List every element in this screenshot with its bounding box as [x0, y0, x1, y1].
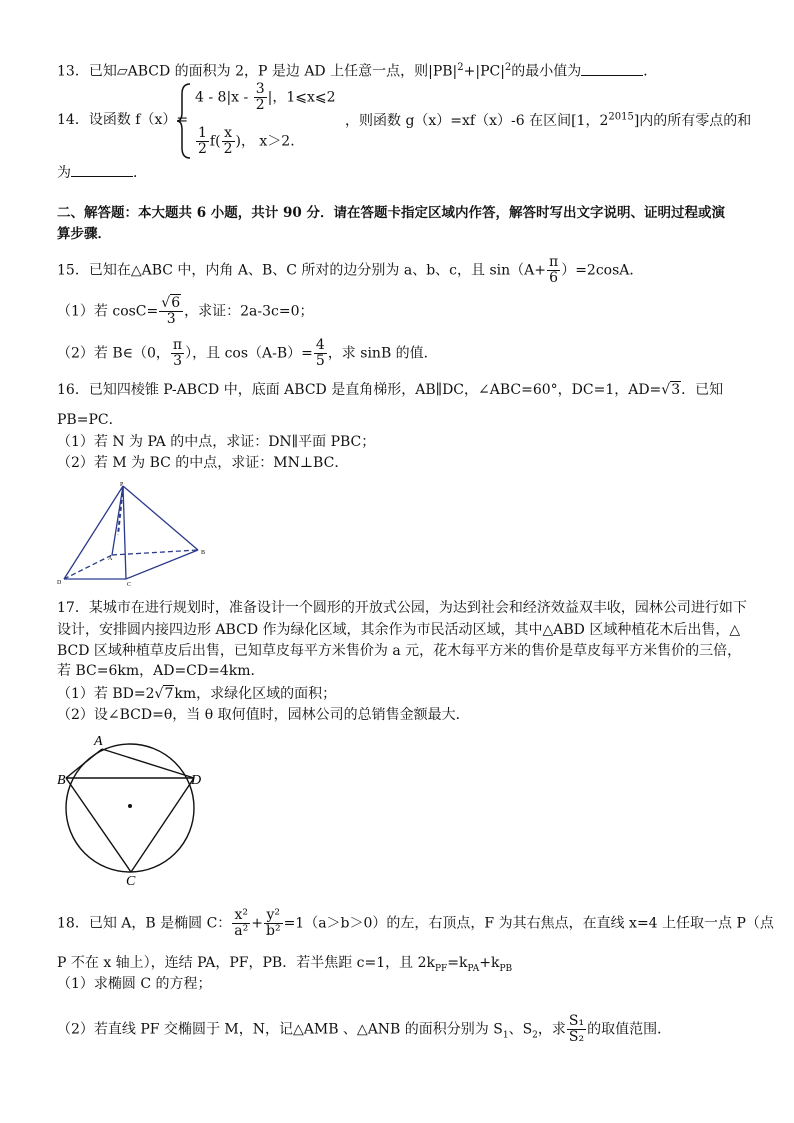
q15-p1-frac — [159, 296, 183, 327]
q18-text-a: 已知 A，B 是椭圆 C： — [88, 915, 232, 932]
q16-label-B: B — [201, 550, 206, 556]
q18-p2-comma: 、S — [508, 1021, 533, 1038]
q18-k2: PA — [467, 963, 480, 974]
q14-piece-2 — [195, 126, 295, 157]
q17-line1 — [57, 598, 747, 618]
q14-line2-a: 为 — [57, 165, 71, 181]
q13-text-a: 已知▱ABCD 的面积为 2，P 是边 AD 上任意一点，则|PB| — [88, 63, 458, 80]
q15-p2-num: π — [172, 337, 183, 353]
q14-piece1-b: |，1⩽x⩽2 — [267, 89, 336, 106]
q16-edge-CB — [126, 550, 198, 579]
q18-f-num: S₁ — [568, 1013, 585, 1029]
q15-p1-num: √6 — [159, 296, 183, 312]
q18-line1 — [57, 908, 774, 939]
q18-s-frac — [567, 1014, 586, 1045]
q15-number: 15． — [57, 262, 89, 279]
q13-sup1: 2 — [457, 62, 464, 73]
q14-line2-end: ． — [133, 165, 147, 181]
q16-line: 16．已知四棱锥 P-ABCD 中，底面 ABCD 是直角梯形，AB∥DC，∠ABC=60°，DC=1，AD=√3．已知 — [57, 382, 724, 398]
q18-text-b: =1（a＞b＞0）的左，右顶点，F 为其右焦点，在直线 x=4 上任取一点 P（点 — [283, 915, 774, 932]
q14-piece2-a: f( — [209, 133, 221, 150]
q18-part2 — [57, 1014, 671, 1045]
q13-number: 13． — [57, 63, 89, 80]
q16-number: 16． — [57, 382, 89, 398]
q17-edge-AB — [66, 749, 102, 778]
q14-piece2-b: )， x＞2. — [235, 133, 295, 150]
q15-pi-num: π — [549, 254, 559, 270]
q15-pi-frac — [547, 255, 560, 286]
q15-pi-den: 6 — [549, 270, 559, 286]
q16-text-a: 已知四棱锥 P-ABCD 中，底面 ABCD 是直角梯形，AB∥DC，∠ABC=60°，DC=1，AD= — [88, 382, 662, 398]
q16-label-C: C — [127, 582, 132, 588]
q17-part1: （1）若 BD=2√7km，求绿化区域的面积； — [57, 686, 337, 702]
q18-f-den: S₂ — [568, 1029, 585, 1045]
q13-sup2: 2 — [504, 62, 512, 73]
q18-p2-c: 的取值范围． — [587, 1021, 672, 1038]
q14-piece2-den2: 2 — [223, 141, 233, 157]
q13-text-c: 的最小值为 — [511, 63, 582, 80]
q14-piece2-num2: x — [222, 126, 235, 142]
q18-line2-text: P 不在 x 轴上），连结 PA，PF，PB．若半焦距 c=1，且 2k — [57, 955, 435, 971]
q14-piece1-den: 2 — [255, 97, 265, 113]
q15-p2-den2: 5 — [315, 353, 325, 369]
q14-tail-b: ]内的所有零点的和 — [633, 113, 752, 129]
q18-s2: 2 — [532, 1030, 538, 1041]
q17-p1-b: km，求绿化区域的面积； — [174, 686, 337, 702]
q15-p2-den: 3 — [173, 353, 182, 369]
q15-p1-a: （1）若 cosC= — [57, 303, 159, 320]
q14-piece-1 — [195, 82, 336, 113]
section2-heading: 二、解答题：本大题共 6 小题，共计 90 分．请在答题卡指定区域内作答，解答时写出文字说明、证明过程或演 — [57, 205, 725, 221]
q18-part1: （1）求椭圆 C 的方程； — [57, 976, 212, 992]
q18-s1: 1 — [502, 1030, 509, 1041]
q18-plus: + — [251, 915, 263, 932]
q16-label-D: D — [57, 580, 62, 586]
q18-eq: =k — [447, 955, 468, 971]
q13-text-b: +|PC| — [463, 63, 505, 80]
q18-y-frac — [264, 908, 283, 939]
q16-pyramid-figure — [56, 480, 211, 588]
q18-x-den: a² — [234, 923, 249, 939]
q14-piecewise-brace — [176, 82, 194, 160]
q18-p2-b: ，求 — [537, 1021, 566, 1038]
q14-piece1-a: 4 - 8|x - — [195, 89, 249, 106]
q16-label-P: P — [120, 482, 124, 488]
q18-number: 18． — [57, 915, 89, 932]
q14-answer-blank[interactable] — [71, 162, 133, 177]
q14-tail-a: ，则函数 g（x）=xf（x）-6 在区间[1，2 — [345, 113, 609, 129]
q15-p1-den: 3 — [166, 311, 176, 327]
q15-text-a: 已知在△ABC 中，内角 A、B、C 所对的边分别为 a、b、c，且 sin（A+ — [88, 262, 546, 279]
q14-lead: 设函数 f（x）= — [88, 112, 189, 128]
q14-piece2-frac2 — [222, 126, 235, 157]
q17-line2: 设计，安排圆内接四边形 ABCD 作为绿化区域，其余作为市民活动区域，其中△ABD 区域种植花木后出售，△ — [57, 622, 741, 638]
q16-part2: （2）若 M 为 BC 的中点，求证：MN⊥BC． — [57, 455, 349, 471]
q15-p2-frac2 — [314, 338, 327, 369]
q17-line4: 若 BC=6km，AD=CD=4km． — [57, 663, 265, 679]
q14-piece2-frac1 — [196, 126, 209, 157]
q15-p2-frac1 — [171, 338, 184, 369]
q18-y-den: b² — [266, 923, 281, 939]
q15-p2-num2: 4 — [315, 337, 325, 353]
q16-part1: （1）若 N 为 PA 的中点，求证：DN∥平面 PBC； — [57, 434, 376, 450]
q18-p2-a: （2）若直线 PF 交椭圆于 M，N，记△AMB 、△ANB 的面积分别为 S — [57, 1021, 503, 1038]
q17-edge-AD — [102, 749, 194, 778]
q14-piece1-num: 3 — [255, 81, 265, 97]
q17-p1-a: （1）若 BD=2 — [57, 686, 155, 702]
q17-label-A: A — [94, 734, 103, 749]
q18-x-frac — [232, 908, 250, 939]
q17-label-D: D — [191, 773, 202, 788]
q15-p2-c: ，求 sinB 的值． — [327, 345, 438, 362]
q15-p1-sqrt: 6 — [171, 295, 181, 311]
q18-k1: PF — [434, 963, 448, 974]
q14-line2 — [57, 162, 147, 183]
q16-text-b: ．已知 — [681, 382, 724, 398]
q17-number: 17． — [57, 600, 89, 616]
q17-circle-figure — [56, 728, 216, 888]
q13-end: ． — [643, 63, 658, 80]
q17-label-B: B — [57, 773, 66, 788]
q18-plus2: +k — [479, 955, 500, 971]
q13-line — [57, 58, 657, 82]
q14-number: 14． — [57, 112, 89, 128]
q14-piece2-num1: 1 — [198, 125, 207, 141]
q15-p1-b: ，求证：2a-3c=0； — [184, 303, 314, 320]
q18-x-num: x² — [232, 908, 250, 924]
q15-line — [57, 255, 643, 286]
q15-p2-b: ），且 cos（A-B）= — [185, 345, 313, 362]
q17-label-C: C — [126, 874, 136, 889]
q15-part2 — [57, 338, 438, 369]
q15-text-b: ）=2cosA． — [561, 262, 644, 279]
q18-y-num: y² — [264, 908, 283, 924]
q18-k3: PB — [499, 963, 513, 974]
q13-answer-blank[interactable] — [581, 61, 643, 76]
q17-part2: （2）设∠BCD=θ，当 θ 取何值时，园林公司的总销售金额最大． — [57, 707, 470, 723]
q16-edge-PB — [123, 486, 198, 550]
q16-line2: PB=PC． — [57, 412, 123, 428]
q16-label-A: A — [108, 556, 113, 562]
q17-edge-DC — [131, 778, 194, 872]
q16-sqrt: 3 — [671, 382, 681, 398]
q17-line3: BCD 区域种植草皮后出售，已知草皮每平方米售价为 a 元，花木每平方米的售价是草皮每平方米售价的三倍， — [57, 643, 742, 659]
q14-piece2-den1: 2 — [198, 141, 207, 157]
q17-text-l1: 某城市在进行规划时，准备设计一个圆形的开放式公园，为达到社会和经济效益双丰收，园林公司进行如下 — [88, 600, 747, 616]
q17-edge-BC — [66, 778, 131, 872]
q14-piece1-frac — [254, 82, 267, 113]
section2-heading-b: 算步骤． — [57, 226, 111, 242]
q14-tail-sup: 2015 — [608, 111, 634, 123]
q15-p2-a: （2）若 B∈（0， — [57, 345, 170, 362]
q17-center-dot — [128, 804, 132, 808]
q14-tail — [345, 110, 751, 130]
q16-edge-PC — [123, 486, 126, 579]
q15-part1 — [57, 296, 313, 327]
q14-lead-line — [57, 110, 188, 130]
q16-edge-PD — [64, 486, 123, 579]
q17-p1-sqrt: 7 — [164, 686, 174, 702]
